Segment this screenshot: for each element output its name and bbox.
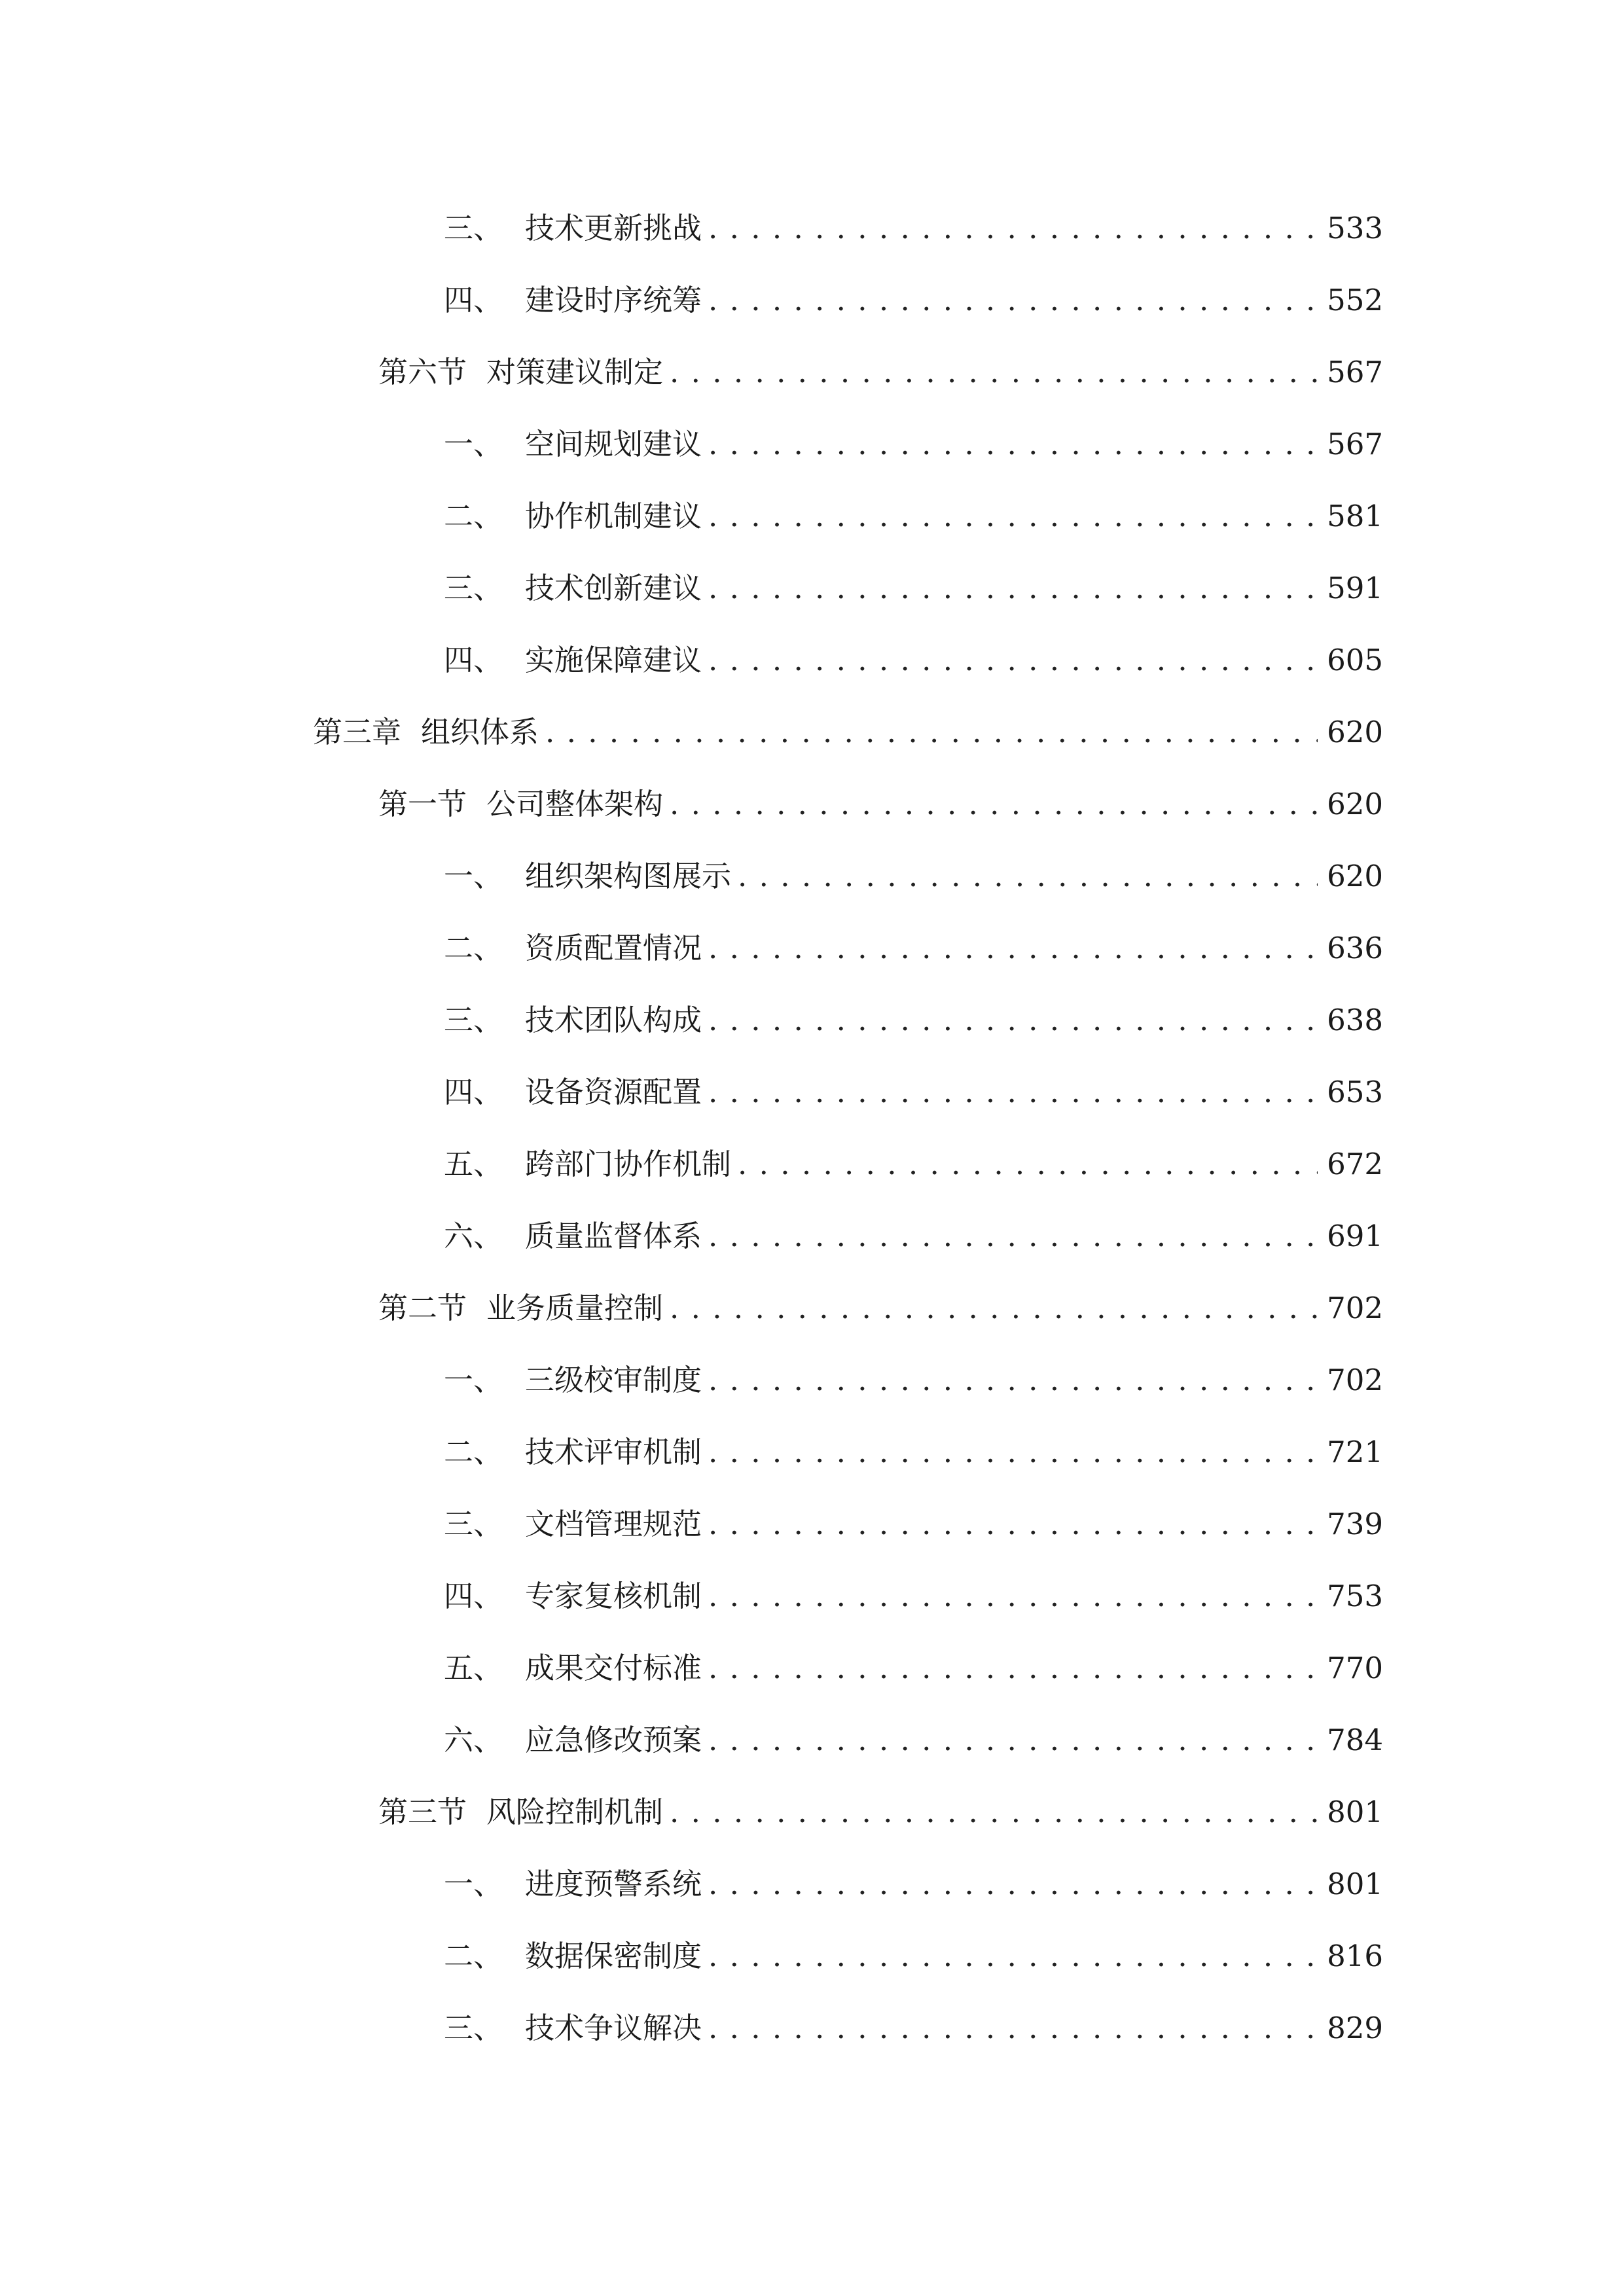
dot-leader (545, 703, 1318, 762)
toc-entry-title: 协作机制建议 (525, 499, 702, 533)
toc-entry-title: 技术争议解决 (525, 2011, 702, 2045)
toc-entry-number: 六、 (444, 1723, 503, 1757)
dot-leader (708, 1999, 1318, 2058)
toc-entry[interactable] (0, 1783, 1624, 1842)
dot-leader (738, 1135, 1318, 1194)
toc-entry-title: 业务质量控制 (486, 1291, 664, 1325)
toc-entry-page: 605 (1327, 643, 1383, 677)
toc-entry[interactable] (0, 1063, 1624, 1122)
toc-entry[interactable] (0, 1711, 1624, 1770)
toc-entry[interactable] (0, 1423, 1624, 1482)
toc-entry[interactable] (0, 631, 1624, 690)
toc-entry-page: 691 (1327, 1219, 1383, 1253)
toc-entry-page: 620 (1327, 715, 1383, 749)
dot-leader (708, 1639, 1318, 1698)
toc-entry-title: 应急修改预案 (525, 1723, 702, 1757)
toc-entry-number: 一、 (444, 427, 503, 461)
toc-entry[interactable] (0, 487, 1624, 546)
toc-entry-page: 533 (1327, 211, 1383, 245)
toc-entry[interactable] (0, 703, 1624, 762)
dot-leader (708, 631, 1318, 690)
toc-entry-title: 公司整体架构 (486, 787, 664, 821)
dot-leader (708, 1927, 1318, 1986)
toc-entry[interactable] (0, 1639, 1624, 1698)
dot-leader (670, 1279, 1318, 1338)
toc-entry-title: 文档管理规范 (525, 1507, 702, 1541)
toc-entry-number: 第三节 (378, 1795, 467, 1829)
toc-entry[interactable] (0, 415, 1624, 474)
toc-entry-number: 三、 (444, 2011, 503, 2045)
toc-entry-page: 567 (1327, 355, 1383, 389)
toc-entry-page: 784 (1327, 1723, 1383, 1757)
toc-entry[interactable] (0, 199, 1624, 258)
toc-entry-page: 620 (1327, 859, 1383, 893)
toc-entry-page: 638 (1327, 1003, 1383, 1037)
toc-entry-number: 第二节 (378, 1291, 467, 1325)
dot-leader (708, 919, 1318, 978)
toc-entry-number: 三、 (444, 211, 503, 245)
toc-entry-page: 816 (1327, 1939, 1383, 1973)
toc-entry-number: 二、 (444, 1939, 503, 1973)
toc-entry-title: 技术团队构成 (525, 1003, 702, 1037)
toc-entry-title: 空间规划建议 (525, 427, 702, 461)
toc-entry-title: 建设时序统筹 (525, 283, 702, 317)
toc-entry-page: 672 (1327, 1147, 1383, 1181)
toc-entry-number: 一、 (444, 859, 503, 893)
dot-leader (670, 1783, 1318, 1842)
dot-leader (670, 775, 1318, 834)
dot-leader (708, 415, 1318, 474)
toc-entry-number: 四、 (444, 1075, 503, 1109)
toc-entry-page: 770 (1327, 1651, 1383, 1685)
toc-entry-page: 567 (1327, 427, 1383, 461)
toc-entry-number: 第一节 (378, 787, 467, 821)
dot-leader (708, 487, 1318, 546)
toc-entry-page: 552 (1327, 283, 1383, 317)
toc-entry[interactable] (0, 1495, 1624, 1554)
toc-entry-title: 设备资源配置 (525, 1075, 702, 1109)
toc-entry-number: 一、 (444, 1867, 503, 1901)
toc-entry[interactable] (0, 343, 1624, 402)
toc-entry-title: 组织架构图展示 (525, 859, 732, 893)
toc-entry-page: 753 (1327, 1579, 1383, 1613)
dot-leader (708, 991, 1318, 1050)
dot-leader (708, 559, 1318, 618)
toc-entry[interactable] (0, 559, 1624, 618)
toc-entry-number: 二、 (444, 499, 503, 533)
dot-leader (708, 1351, 1318, 1410)
toc-entry-title: 跨部门协作机制 (525, 1147, 732, 1181)
toc-entry[interactable] (0, 775, 1624, 834)
dot-leader (708, 271, 1318, 330)
dot-leader (708, 1855, 1318, 1914)
toc-entry-title: 对策建议制定 (486, 355, 664, 389)
toc-entry-page: 801 (1327, 1795, 1383, 1829)
toc-entry[interactable] (0, 1855, 1624, 1914)
toc-entry-title: 成果交付标准 (525, 1651, 702, 1685)
toc-entry[interactable] (0, 1135, 1624, 1194)
toc-entry-number: 第三章 (313, 715, 402, 749)
toc-entry-title: 数据保密制度 (525, 1939, 702, 1973)
toc-entry-number: 四、 (444, 643, 503, 677)
toc-entry[interactable] (0, 847, 1624, 906)
dot-leader (708, 1711, 1318, 1770)
toc-entry-title: 组织体系 (421, 715, 539, 749)
toc-entry-title: 质量监督体系 (525, 1219, 702, 1253)
toc-entry-number: 六、 (444, 1219, 503, 1253)
toc-entry-title: 进度预警系统 (525, 1867, 702, 1901)
toc-entry-page: 702 (1327, 1363, 1383, 1397)
toc-entry-page: 581 (1327, 499, 1383, 533)
toc-entry-title: 技术评审机制 (525, 1435, 702, 1469)
toc-entry-number: 三、 (444, 1003, 503, 1037)
toc-entry-page: 739 (1327, 1507, 1383, 1541)
dot-leader (708, 1495, 1318, 1554)
toc-entry-number: 四、 (444, 283, 503, 317)
toc-entry-number: 三、 (444, 571, 503, 605)
toc-entry-page: 702 (1327, 1291, 1383, 1325)
toc-entry[interactable] (0, 1999, 1624, 2058)
dot-leader (738, 847, 1318, 906)
toc-entry-title: 实施保障建议 (525, 643, 702, 677)
toc-entry-number: 二、 (444, 1435, 503, 1469)
dot-leader (708, 1063, 1318, 1122)
toc-entry[interactable] (0, 991, 1624, 1050)
toc-entry-page: 721 (1327, 1435, 1383, 1469)
toc-entry-number: 四、 (444, 1579, 503, 1613)
toc-entry-number: 一、 (444, 1363, 503, 1397)
toc-entry-page: 636 (1327, 931, 1383, 965)
toc-entry[interactable] (0, 919, 1624, 978)
toc-entry-number: 二、 (444, 931, 503, 965)
toc-entry-page: 653 (1327, 1075, 1383, 1109)
toc-entry-title: 风险控制机制 (486, 1795, 664, 1829)
toc-entry-page: 591 (1327, 571, 1383, 605)
toc-entry-title: 技术创新建议 (525, 571, 702, 605)
dot-leader (670, 343, 1318, 402)
toc-entry[interactable] (0, 1207, 1624, 1266)
toc-entry-page: 620 (1327, 787, 1383, 821)
toc-entry-number: 五、 (444, 1651, 503, 1685)
toc-entry-number: 三、 (444, 1507, 503, 1541)
dot-leader (708, 1423, 1318, 1482)
toc-entry-number: 第六节 (378, 355, 467, 389)
toc-entry-page: 829 (1327, 2011, 1383, 2045)
toc-entry-title: 三级校审制度 (525, 1363, 702, 1397)
toc-entry[interactable] (0, 1567, 1624, 1626)
toc-entry-number: 五、 (444, 1147, 503, 1181)
dot-leader (708, 1567, 1318, 1626)
toc-entry[interactable] (0, 1351, 1624, 1410)
toc-entry[interactable] (0, 271, 1624, 330)
dot-leader (708, 199, 1318, 258)
toc-entry-title: 技术更新挑战 (525, 211, 702, 245)
toc-entry[interactable] (0, 1279, 1624, 1338)
toc-entry[interactable] (0, 1927, 1624, 1986)
dot-leader (708, 1207, 1318, 1266)
toc-entry-page: 801 (1327, 1867, 1383, 1901)
toc-entry-title: 资质配置情况 (525, 931, 702, 965)
toc-entry-title: 专家复核机制 (525, 1579, 702, 1613)
